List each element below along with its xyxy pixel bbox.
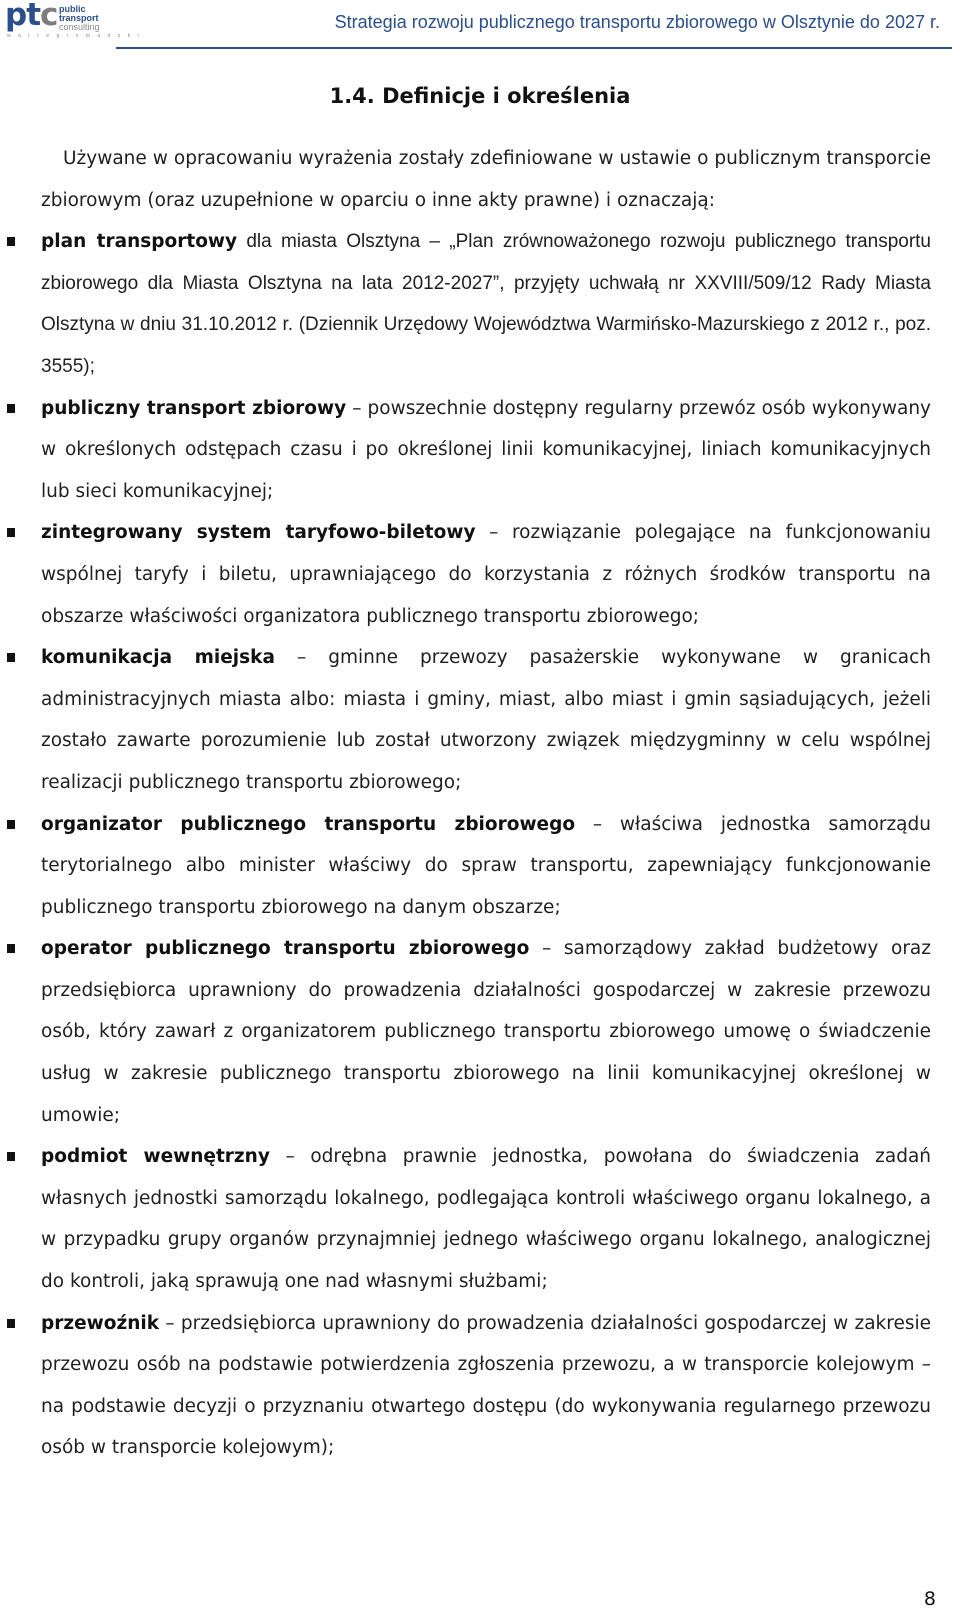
ptc-logo <box>5 0 142 42</box>
square-bullet-icon <box>7 237 15 246</box>
section-title: 1.4. Definicje i określenia <box>329 84 631 108</box>
definition-item <box>41 928 931 1136</box>
definition-text: dla miasta Olsztyna – „Plan zrównoważonego rozwoju publicznego transportu zbiorowego dla Miasta Olsztyna na lata 2012-2027”, przyjęty uchwałą nr XXVIII/509/12 Rady Miasta Olsztyna w dniu 31.10.2012 r. (Dziennik Urzędowy Województwa Warmińsko-Mazurskiego z 2012 r., poz. 3555); <box>41 231 931 377</box>
header-divider <box>116 47 952 49</box>
square-bullet-icon <box>7 1319 15 1328</box>
definition-item <box>41 1136 931 1302</box>
definition-text: – przedsiębiorca uprawniony do prowadzenia działalności gospodarczej w zakresie przewozu osób na podstawie potwierdzenia zgłoszenia przewozu, a w transporcie kolejowym – na podstawie decyzji o przyznaniu otwartego dostępu (do wykonywania regularnego przewozu osób w transporcie kolejowym); <box>41 1312 931 1459</box>
definition-item <box>41 512 931 637</box>
square-bullet-icon <box>7 1152 15 1161</box>
definition-text: – właściwa jednostka samorządu terytorialnego albo minister właściwy do spraw transportu, zapewniający funkcjonowanie publicznego transportu zbiorowego na danym obszarze; <box>41 813 931 918</box>
page-header <box>0 0 960 50</box>
definition-term: plan transportowy <box>41 231 238 253</box>
definition-term: podmiot wewnętrzny <box>41 1146 270 1168</box>
square-bullet-icon <box>7 404 15 413</box>
definition-term: operator publicznego transportu zbiorowego <box>41 938 530 960</box>
square-bullet-icon <box>7 528 15 537</box>
definition-term: komunikacja miejska <box>41 647 275 669</box>
definition-item <box>41 1303 931 1469</box>
definition-term: organizator publicznego transportu zbiorowego <box>41 813 576 835</box>
definition-text: – powszechnie dostępny regularny przewóz osób wykonywany w określonych odstępach czasu i po określonej linii komunikacyjnej, liniach komunikacyjnych lub sieci komunikacyjnej; <box>41 397 931 502</box>
running-title: Strategia rozwoju publicznego transportu zbiorowego w Olsztynie do 2027 r. <box>334 12 940 32</box>
definition-text: – rozwiązanie polegające na funkcjonowaniu wspólnej taryfy i biletu, uprawniającego do korzystania z różnych środków transportu na obszarze właściwości organizatora publicznego transportu zbiorowego; <box>41 522 931 627</box>
definition-item <box>41 221 931 387</box>
intro-paragraph: Używane w opracowaniu wyrażenia zostały zdefiniowane w ustawie o publicznym transporcie zbiorowym (oraz uzupełnione w oparciu o inne akty prawne) i oznaczają: <box>41 148 931 211</box>
definition-text: – samorządowy zakład budżetowy oraz przedsiębiorca uprawniony do prowadzenia działalności gospodarczej w zakresie przewozu osób, który zawarł z organizatorem publicznego transportu zbiorowego umowę o świadczenie usług w zakresie publicznego transportu zbiorowego na linii komunikacyjnej określonej w umowie; <box>41 938 931 1126</box>
definition-term: przewoźnik <box>41 1312 160 1334</box>
definition-item <box>41 637 931 803</box>
definition-item <box>41 388 931 513</box>
square-bullet-icon <box>7 820 15 829</box>
definition-term: publiczny transport zbiorowy <box>41 397 347 419</box>
square-bullet-icon <box>7 944 15 953</box>
definition-list <box>41 221 931 1469</box>
square-bullet-icon <box>7 653 15 662</box>
logo-wordmark: public transport consulting <box>59 4 100 32</box>
definition-text: – gminne przewozy pasażerskie wykonywane w granicach administracyjnych miasta albo: miasta i gminy, miast, albo miast i gmin sąsiadujących, jeżeli zostało zawarte porozumienie lub został utworzony związek międzygminny w celu wspólnej realizacji publicznego transportu zbiorowego; <box>41 647 931 793</box>
document-body <box>41 138 931 1469</box>
definition-item <box>41 804 931 929</box>
definition-term: zintegrowany system taryfowo-biletowy <box>41 522 476 544</box>
page-number: 8 <box>923 1588 936 1610</box>
logo-mark: ptc <box>5 0 58 33</box>
definition-text: – odrębna prawnie jednostka, powołana do świadczenia zadań własnych jednostki samorządu lokalnego, podlegająca kontroli właściwego organu lokalnego, a w przypadku grupy organów przynajmniej jednego właściwego organu lokalnego, analogicznej do kontroli, jaką sprawują one nad własnymi służbami; <box>41 1146 932 1293</box>
logo-tagline: w a r r e g r o m a d z k i <box>7 33 142 39</box>
